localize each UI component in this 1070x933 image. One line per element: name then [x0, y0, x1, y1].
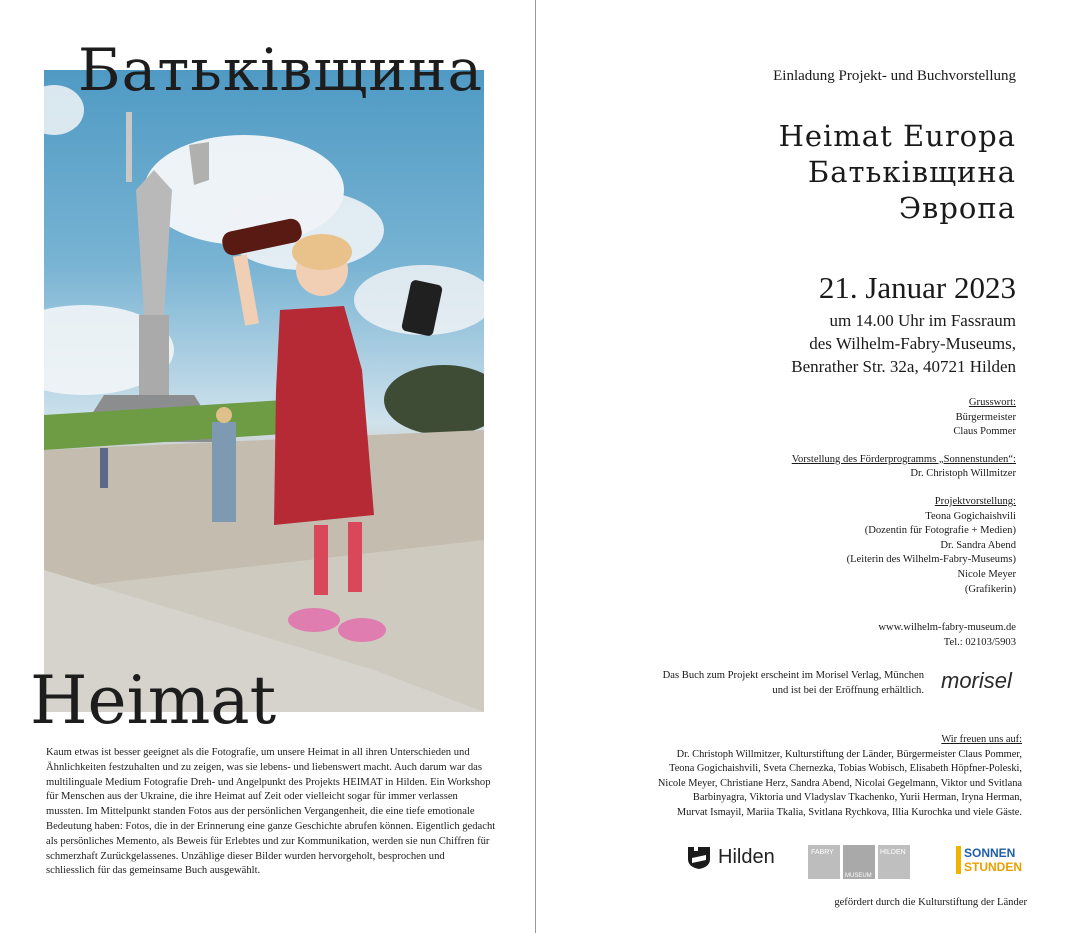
fabry-museum-logo [808, 845, 910, 879]
program-line: Teona Gogichaishvili [925, 510, 1016, 522]
venue-line: des Wilhelm-Fabry-Museums, [809, 334, 1016, 353]
guest-list [600, 733, 1022, 821]
hilden-logo-text: Hilden [718, 845, 775, 868]
cover-photo [44, 70, 484, 712]
guest-list-heading: Wir freuen uns auf: [941, 734, 1022, 745]
event-venue [600, 309, 1016, 378]
event-date: 21. Januar 2023 [818, 270, 1016, 305]
sonnenstunden-logo [956, 846, 1022, 874]
intro-paragraph: Kaum etwas ist besser geeignet als die Fotografie, um unsere Heimat in all ihren Unterschieden und Ähnlichkeiten festzuhalten und zu zeigen, was sie lebens- und liebenswert macht. Auch darum war das multilinguale Medium Fotografie Dreh- und Angelpunkt des Projekts HEIMAT in Hilden. Ein Workshop für Menschen aus der Ukraine, die ihre Heimat auf Zeit oder vielleicht sogar für immer verlassen mussten. Im Mittelpunkt standen Fotos aus der persönlichen Vergangenheit, die eine tiefe emotionale Bedeutung haben: Fotos, die in der Erinnerung eine ganze Geschichte abrufen können. Eigentlich gedacht als persönliches Memento, als Beweis für Erlebtes und zur Kommunikation, werden sie nun Chiffren für schmerzhaft Zurückgelassenes. Unzählige dieser Bilder wurden hervorgeholt, besprochen und schliesslich für das gemeinsame Buch ausgewählt. [46, 747, 496, 877]
guest-list-line: Nicole Meyer, Christiane Herz, Sandra Abend, Nicolai Gegelmann, Viktor und Svitlana [657, 777, 1022, 789]
title-heimat: Heimat [30, 662, 277, 739]
hilden-word: HILDEN [880, 849, 906, 856]
project-title-line: Эвропа [898, 191, 1016, 225]
stunden-word: STUNDEN [964, 860, 1023, 874]
book-note [600, 668, 924, 698]
contact-info [600, 620, 1016, 650]
guest-list-line: Barbinyagra, Viktoria und Vladyslav Tkachenko, Yurii Herman, Iryna Herman, [692, 792, 1022, 804]
program-heading: Vorstellung des Förderprogramms „Sonnenstunden“: [791, 453, 1016, 465]
program-heading: Projektvorstellung: [934, 495, 1016, 507]
hilden-logo [686, 844, 775, 870]
sonnen-word: SONNEN [964, 846, 1016, 860]
hilden-shield-icon [686, 844, 712, 870]
project-title [600, 118, 1016, 226]
phone-number: Tel.: 02103/5903 [943, 637, 1016, 648]
photo-illustration [44, 70, 484, 712]
morisel-logo: morisel [941, 668, 1012, 693]
page-divider [535, 0, 536, 933]
museum-word: MUSEUM [845, 873, 872, 879]
program-line: (Leiterin des Wilhelm-Fabry-Museums) [846, 554, 1016, 566]
guest-list-line: Dr. Christoph Willmitzer, Kulturstiftung der Länder, Bürgermeister Claus Pommer, [676, 748, 1022, 760]
guest-list-line: Teona Gogichaishvili, Sveta Chernezka, Tobias Wobisch, Elisabeth Höpfner-Poleski, [669, 763, 1022, 775]
title-ukrainian: Батьківщина [78, 36, 484, 104]
program-line: Nicole Meyer [957, 568, 1016, 580]
fabry-word: FABRY [811, 849, 834, 856]
program-line: Claus Pommer [953, 426, 1016, 438]
book-note-line: Das Buch zum Projekt erscheint im Morisel Verlag, München [662, 670, 924, 681]
program-line: Dr. Christoph Willmitzer [910, 468, 1016, 480]
website-link[interactable]: www.wilhelm-fabry-museum.de [878, 622, 1016, 633]
book-note-line: und ist bei der Eröffnung erhältlich. [772, 685, 924, 696]
project-title-line: Heimat Europa [778, 119, 1016, 153]
venue-line: um 14.00 Uhr im Fassraum [829, 311, 1016, 330]
program-line: (Dozentin für Fotografie + Medien) [864, 525, 1016, 537]
program-line: (Grafikerin) [964, 583, 1016, 595]
funding-note: gefördert durch die Kulturstiftung der Länder [834, 897, 1027, 908]
project-title-line: Батьківщина [807, 155, 1016, 189]
program-heading: Grusswort: [968, 397, 1016, 408]
program-line: Dr. Sandra Abend [940, 539, 1016, 551]
guest-list-line: Murvat Ismayil, Mariia Tkalia, Svitlana Rychkova, Illia Kurochka und viele Gäste. [676, 806, 1022, 818]
program [600, 396, 1016, 597]
venue-line: Benrather Str. 32a, 40721 Hilden [791, 357, 1016, 376]
program-line: Bürgermeister [955, 411, 1016, 423]
invitation-heading: Einladung Projekt- und Buchvorstellung [773, 68, 1016, 84]
